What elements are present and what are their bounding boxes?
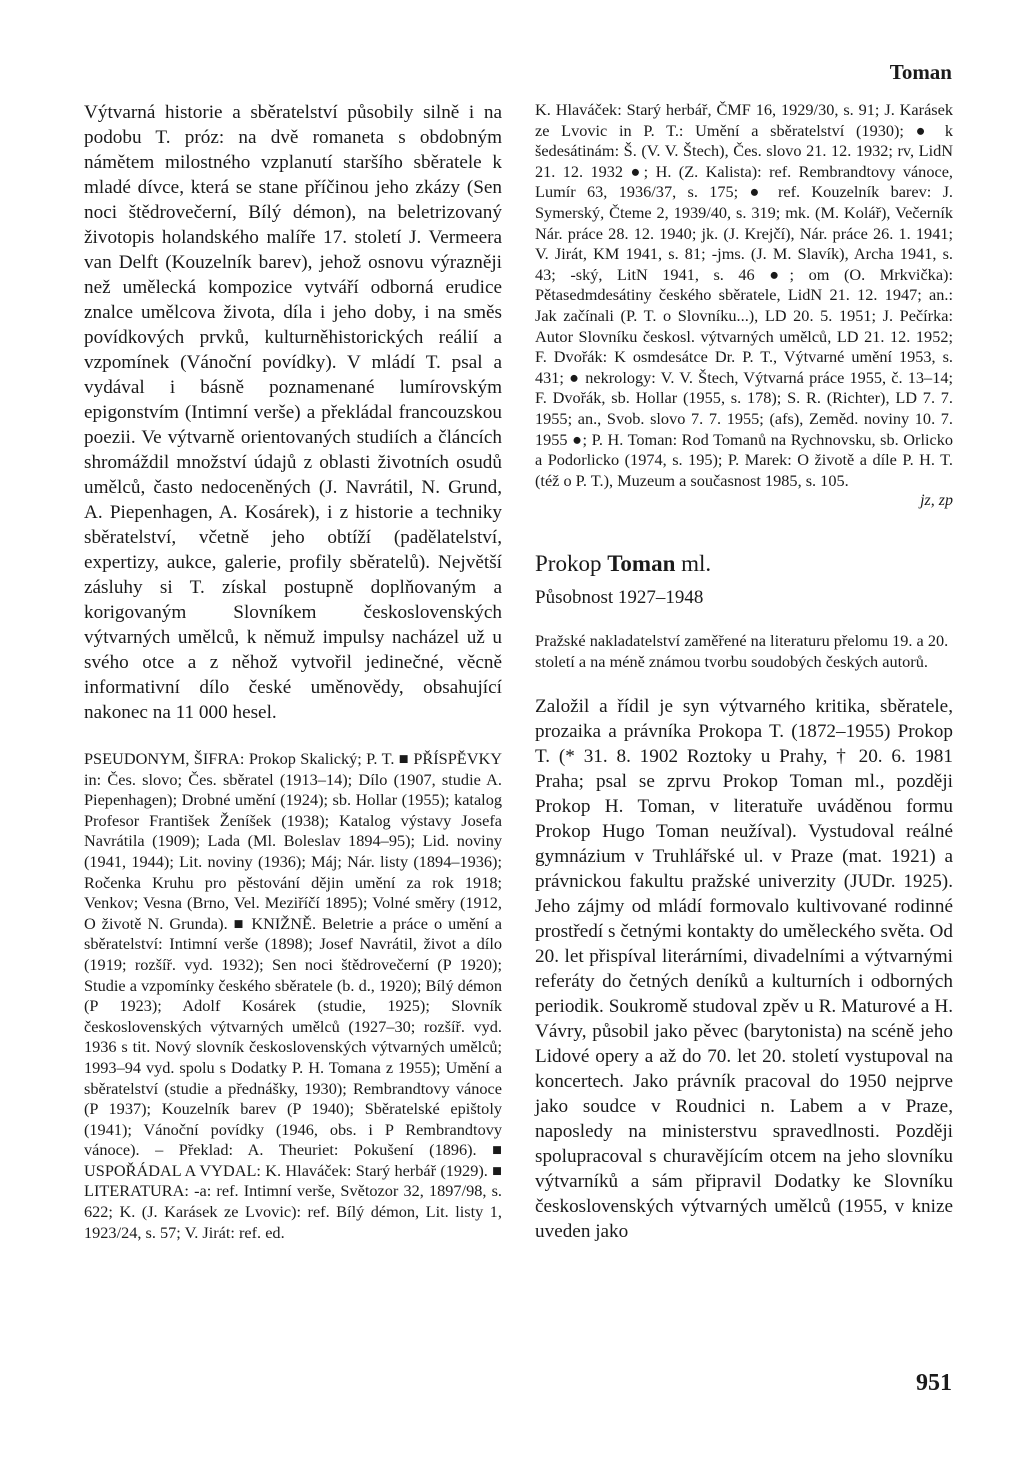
literature-continuation: K. Hlaváček: Starý herbář, ČMF 16, 1929/30, s. 91; J. Karásek ze Lvovic in P. T.: Umění a sběratelství (1930); ● k šedesátinám: Š. (V. V. Štech), Čes. slovo 21. 12. 1932; rv, LidN 21. 12. 1932 ●; H. (Z. Kalista): ref. Rembrandtovy vánoce, Lumír 63, 1936/37, s. 175; ● ref. Kouzelník barev: J. Symerský, Čteme 2, 1939/40, s. 319; mk. (M. Kolář), Večerník Nár. práce 28. 12. 1940; jk. (J. Krejčí), Nár. práce 26. 1. 1941; V. Jirát, KM 1941, s. 81; -jms. (J. M. Slavík), Archa 1941, s. 43; -ský, LitN 1941, s. 46 ●; om (O. Mrkvička): Pětasedmdesátiny českého sběratele, LidN 21. 12. 1947; an.: Jak začínali (P. T. o Slovníku...), LD 20. 5. 1951; J. Pečírka: Autor Slovníku českosl. výtvarných umělců, LD 21. 12. 1952; F. Dvořák: K osmdesátce Dr. P. T., Výtvarné umění 1953, s. 431; ● nekrology: V. V. Štech, Výtvarná práce 1955, č. 13–14; F. Dvořák, sb. Hollar (1955, s. 178); S. R. (Richter), LD 7. 7. 1955; an., Svob. slovo 7. 7. 1955; (afs), Zeměd. noviny 10. 7. 1955 ●; P. H. Toman: Rod Tomanů na Rychnovsku, sb. Orlicko a Podorlicko (1974, s. 195); P. Marek: O životě a díle P. H. T. (též o P. T.), Muzeum a současnost 1985, s. 105. bbox=[535, 100, 953, 490]
right-column bbox=[535, 100, 953, 1244]
bibliography: PSEUDONYM, ŠIFRA: Prokop Skalický; P. T. ■ PŘÍSPĚVKY in: Čes. slovo; Čes. sběratel (1913–14); Dílo (1907, studie A. Piepenhagen); Drobné umění (1924); sb. Hollar (1955); katalog Profesor František Ženíšek (1938); Katalog výstavy Josefa Navrátila (1909); Lada (Ml. Boleslav 1894–95); Lid. noviny (1941, 1944); Lit. noviny (1936); Máj; Nár. listy (1894–1936); Ročenka Kruhu pro pěstování dějin umění za rok 1918; Venkov; Vesna (Brno, Vel. Meziříčí 1895); Volné směry (1912, O životě N. Grunda). ■ KNIŽNĚ. Beletrie a práce o umění a sběratelství: Intimní verše (1898); Josef Navrátil, život a dílo (1919; rozšíř. vyd. 1932); Sen noci štědrovečerní (P 1920); Studie a vzpomínky českého sběratele (b. d., 1920); Bílý démon (P 1923); Adolf Kosárek (studie, 1925); Slovník československých výtvarných umělců (1927–30; rozšíř. vyd. 1936 s tit. Nový slovník československých výtvarných umělců; 1993–94 vyd. spolu s Dodatky P. H. Tomana z 1955); Umění a sběratelství (studie a přednášky, 1930); Rembrandtovy vánoce (P 1937); Kouzelník barev (P 1940); Sběratelské epištoly (1941); Vánoční povídky (1946, obs. i P Rembrandtovy vánoce). – Překlad: A. Theuriet: Pokušení (1896). ■ USPOŘÁDAL A VYDAL: K. Hlaváček: Starý herbář (1929). ■ LITERATURA: -a: ref. Intimní verše, Světozor 32, 1897/98, s. 622; K. (J. Karásek ze Lvovic): ref. Bílý démon, Lit. listy 1, 1923/24, s. 57; V. Jirát: ref. ed. bbox=[84, 749, 502, 1242]
entry-subtitle: Působnost 1927–1948 bbox=[535, 587, 704, 609]
entry-description: Pražské nakladatelství zaměřené na literaturu přelomu 19. a 20. století a na méně známou tvorbu soudobých českých autorů. bbox=[535, 631, 949, 671]
entry-body: Založil a řídil je syn výtvarného kritika, sběratele, prozaika a právníka Prokopa T. (1872–1955) Prokop T. (* 31. 8. 1902 Roztoky u Prahy, † 20. 6. 1981 Praha; psal se zprvu Prokop Toman ml., později Prokop H. Toman, v literatuře uváděnou formu Prokop Hugo Toman neužíval). Vystudoval reálné gymnázium v Truhlářské ul. v Praze (mat. 1921) a právnickou fakultu pražské univerzity (JUDr. 1925). Jeho zájmy od mládí formovalo kultivované rodinné prostředí s četnými kontakty do uměleckého světa. Od 20. let přispíval literárními, divadelními a výtvarnými referáty do četných deníků a kulturních i odborných periodik. Soukromě studoval zpěv u R. Maturové a H. Vávry, působil jako pěvec (barytonista) na scéně jeho Lidové opery a až do 70. let 20. století vystupoval na koncertech. Jako právník pracoval do 1950 nejprve jako soudce v Roudnici n. Labem a v Praze, naposledy na ministerstvu spravedlnosti. Později spolupracoval s churavějícím otcem na jeho slovníku výtvarníků a sám připravil Dodatky ke Slovníku československých výtvarných umělců (1955, v knize uveden jako bbox=[535, 696, 953, 1243]
author-signature: jz, zp bbox=[920, 492, 953, 510]
left-column bbox=[84, 100, 502, 1243]
entry-name-surname: Toman bbox=[607, 551, 676, 577]
entry-name-first: Prokop bbox=[535, 551, 602, 577]
page-number: 951 bbox=[916, 1370, 952, 1396]
entry-name-suffix: ml. bbox=[681, 551, 712, 577]
main-text: Výtvarná historie a sběratelství působily silně i na podobu T. próz: na dvě romaneta s obdobným námětem milostného vzplanutí staršího sběratele k mladé dívce, která se stane příčinou jeho zkázy (Sen noci štědrovečerní, Bílý démon), na beletrizovaný životopis holandského malíře 17. století J. Vermeera van Delft (Kouzelník barev), jehož osnovu výrazněji než umělecká kompozice vytváří odborná erudice znalce umělcova života, díla i jeho doby, i na směs povídkových prvků, kulturněhistorických reálií a vzpomínek (Vánoční povídky). V mládí T. psal a vydával i básně poznamenané lumírovským epigonstvím (Intimní verše) a překládal francouzskou poezii. Ve výtvarně orientovaných studiích a článcích shromáždil množství údajů z oblasti životních osudů umělců, často nedoceněných (J. Navrátil, N. Grund, A. Piepenhagen, A. Kosárek), i z historie a techniky sběratelství, včetně jeho obtíží (padělatelství, expertizy, aukce, galerie, profily sběratelů). Největší zásluhy si T. získal postupně doplňovaným a korigovaným Slovníkem československých výtvarných umělců, k němuž impulsy nacházel už u svého otce a z něhož vytvořil jedinečné, věcně informativní dílo české uměnovědy, obsahující nakonec na 11 000 hesel. bbox=[84, 102, 502, 723]
entry-title bbox=[535, 549, 953, 579]
running-head: Toman bbox=[889, 60, 952, 84]
